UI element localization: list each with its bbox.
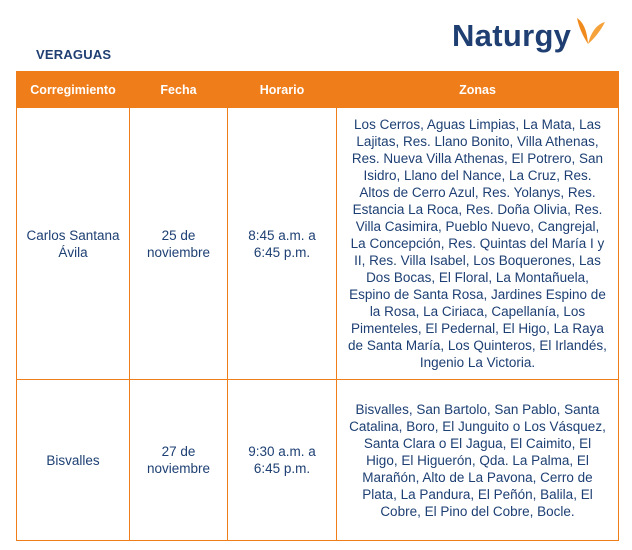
column-header-zonas: Zonas bbox=[337, 72, 619, 108]
column-header-corregimiento: Corregimiento bbox=[17, 72, 130, 108]
column-header-fecha: Fecha bbox=[130, 72, 228, 108]
table-header-row bbox=[17, 72, 619, 108]
butterfly-logo-icon bbox=[573, 14, 607, 54]
cell-zonas: Los Cerros, Aguas Limpias, La Mata, Las Lajitas, Res. Llano Bonito, Villa Athenas, Res. Nueva Villa Athenas, El Potrero, San Isidro, Llano del Nance, La Cruz, Res. Altos de Cerro Azul, Res. Yolanys, Res. Estancia La Roca, Res. Doña Olivia, Res. Villa Casimira, Pueblo Nuevo, Cangrejal, La Concepción, Res. Quintas del María I y II, Res. Villa Isabel, Los Boquerones, Las Dos Bocas, El Floral, La Montañuela, Espino de Santa Rosa, Jardines Espino de la Rosa, La Ciriaca, Capellanía, Los Pimenteles, El Pedernal, El Higo, La Raya de Santa María, Los Quinteros, El Irlandés, Ingenio La Victoria. bbox=[337, 108, 619, 380]
cell-fecha: 27 de noviembre bbox=[130, 380, 228, 541]
cell-corregimiento: Bisvalles bbox=[17, 380, 130, 541]
logo-wordmark: Naturgy bbox=[452, 18, 572, 53]
cell-zonas: Bisvalles, San Bartolo, San Pablo, Santa Catalina, Boro, El Junguito o Los Vásquez, Santa Clara o El Jagua, El Caimito, El Higo, El Higuerón, Qda. La Palma, El Marañón, Alto de La Pavona, Cerro de Plata, La Pandura, El Peñón, Balila, El Cobre, El Pino del Cobre, Bocle. bbox=[337, 380, 619, 541]
cell-fecha: 25 de noviembre bbox=[130, 108, 228, 380]
cell-horario: 9:30 a.m. a 6:45 p.m. bbox=[228, 380, 337, 541]
column-header-horario: Horario bbox=[228, 72, 337, 108]
schedule-table bbox=[16, 71, 619, 541]
table-row bbox=[17, 380, 619, 541]
table-row bbox=[17, 108, 619, 380]
cell-horario: 8:45 a.m. a 6:45 p.m. bbox=[228, 108, 337, 380]
cell-corregimiento: Carlos Santana Ávila bbox=[17, 108, 130, 380]
naturgy-logo bbox=[452, 14, 607, 58]
region-title: VERAGUAS bbox=[36, 47, 112, 62]
